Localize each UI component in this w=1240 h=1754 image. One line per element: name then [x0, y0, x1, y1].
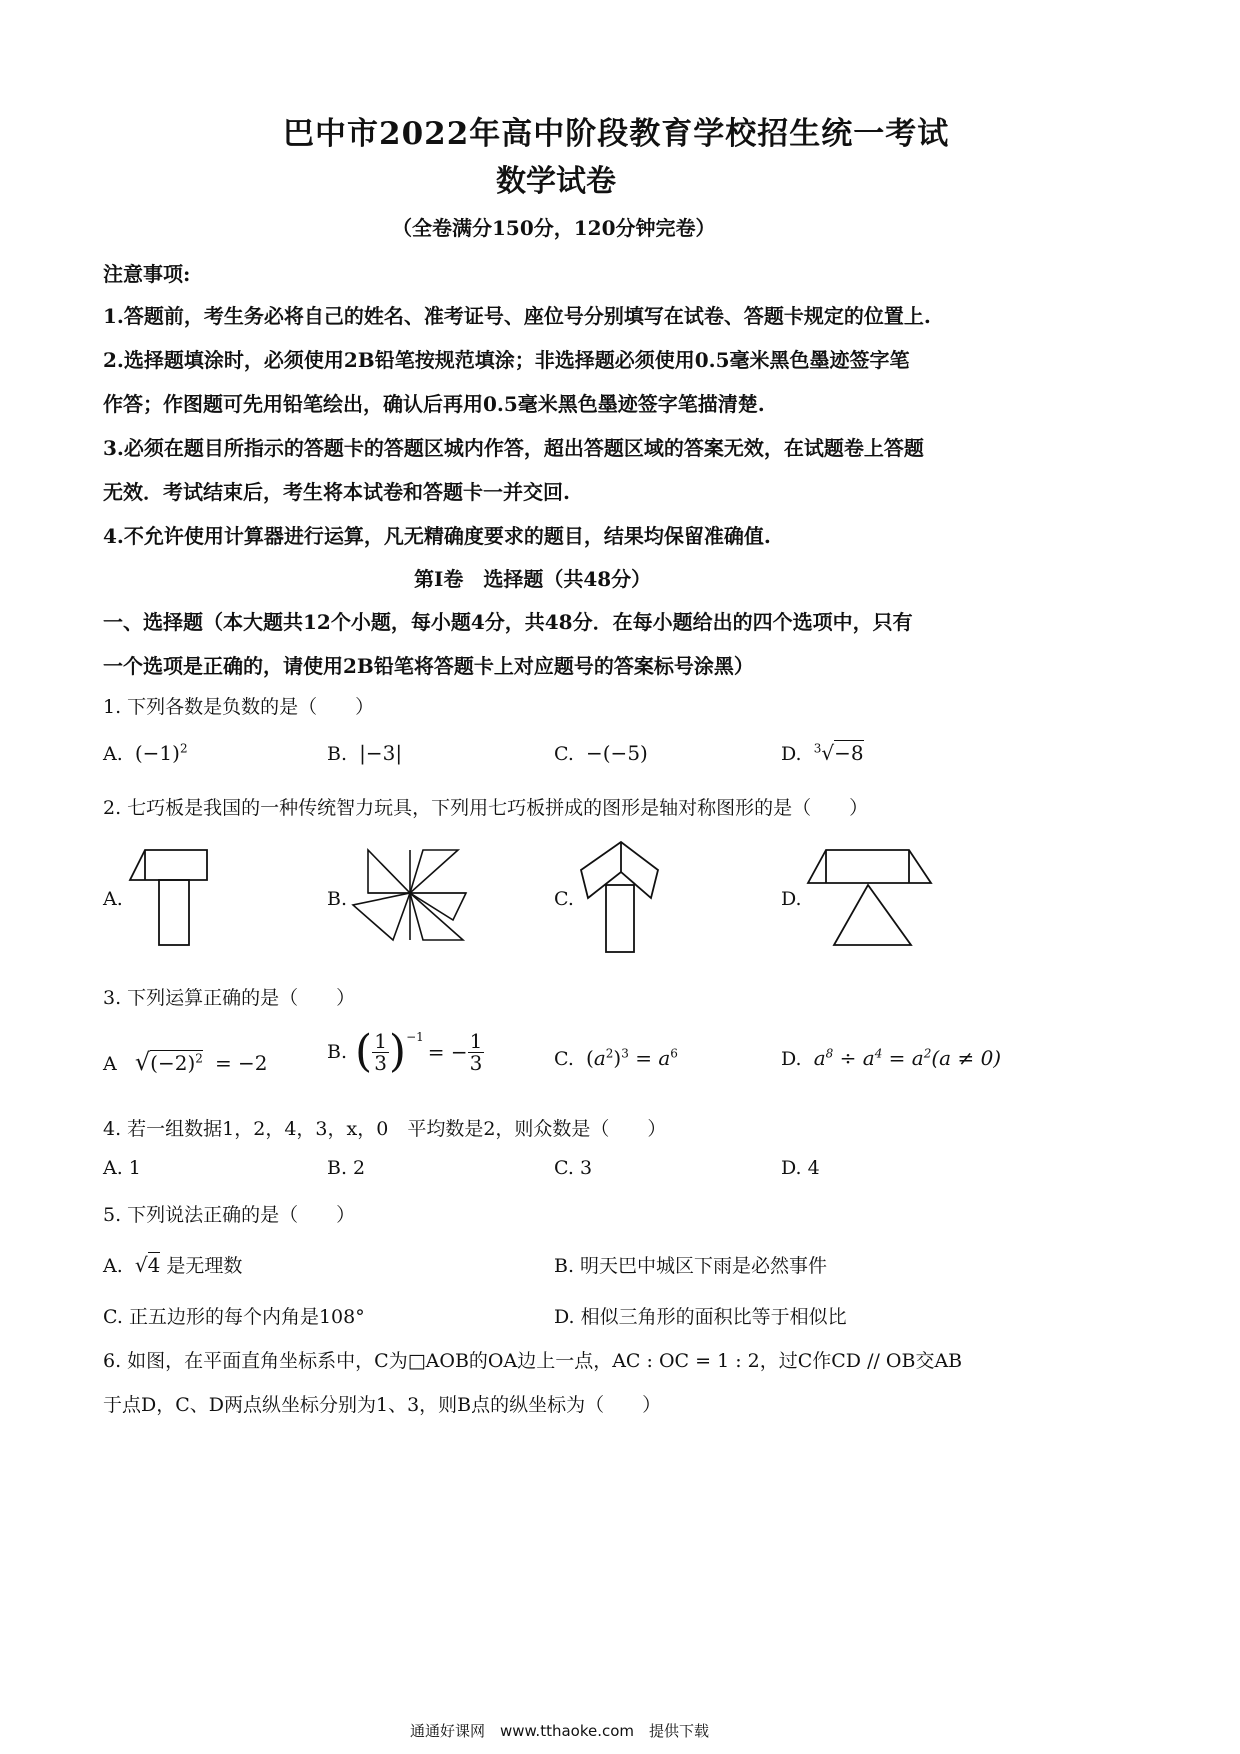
q3-d-label: D. [781, 1048, 802, 1070]
question-2-stem: 2. 七巧板是我国的一种传统智力玩具，下列用七巧板拼成的图形是轴对称图形的是（ ） [103, 797, 869, 819]
question-6-line-2: 于点D，C、D两点纵坐标分别为1、3，则B点的纵坐标为（ ） [103, 1394, 662, 1416]
page-footer: 通通好课网 www.tthaoke.com 提供下载 [410, 1722, 710, 1740]
q3-b-label: B. [327, 1041, 348, 1063]
section-instruction-b: 一个选项是正确的，请使用2B铅笔将答题卡上对应题号的答案标号涂黑） [103, 654, 754, 678]
question-6-line-1: 6. 如图，在平面直角坐标系中，C为□AOB的OA边上一点，AC : OC = 1 : 2，过C作CD // OB交AB [103, 1350, 963, 1372]
q2-c-label: C. [554, 888, 574, 910]
q4-option-d: D. 4 [781, 1157, 820, 1179]
note-item-2b: 作答；作图题可先用铅笔绘出，确认后再用0.5毫米黑色墨迹签字笔描清楚. [103, 392, 765, 416]
q2-b-label: B. [327, 888, 348, 910]
paper-subtitle: 数学试卷 [496, 164, 616, 199]
note-item-2a: 2.选择题填涂时，必须使用2B铅笔按规范填涂；非选择题必须使用0.5毫米黑色墨迹签字笔 [103, 348, 910, 372]
q1-a-expr: (−1) [134, 741, 180, 765]
q1-b-expr: |−3| [359, 741, 403, 765]
q3-c-inner-exp: 2 [605, 1046, 614, 1061]
q1-option-a [103, 741, 188, 765]
q3-c-outer-exp: 3 [621, 1046, 629, 1061]
tangram-figure-a [125, 845, 215, 955]
q3-a-sup: 2 [195, 1051, 203, 1066]
q3-d-eq: = a [882, 1046, 924, 1070]
q1-c-expr: −(−5) [586, 741, 648, 765]
q3-a-rad-expr: (−2) [150, 1051, 196, 1075]
q2-a-label: A. [103, 888, 123, 910]
q3-b-fraction [372, 1028, 389, 1075]
question-4-stem: 4. 若一组数据1，2，4，3，x，0 平均数是2，则众数是（ ） [103, 1118, 667, 1140]
q1-d-radicand: −8 [834, 741, 864, 765]
q4-option-b: B. 2 [327, 1157, 366, 1179]
q3-d-e1: 8 [825, 1046, 834, 1061]
note-item-4: 4.不允许使用计算器进行运算，凡无精确度要求的题目，结果均保留准确值. [103, 524, 771, 548]
q3-c-base: a [593, 1046, 606, 1070]
q2-d-label: D. [781, 888, 802, 910]
section-instruction-a: 一、选择题（本大题共12个小题，每小题4分，共48分．在每小题给出的四个选项中，只有 [103, 610, 913, 634]
q1-option-d [781, 741, 864, 765]
tangram-figure-d [806, 845, 936, 950]
q4-option-c: C. 3 [554, 1157, 593, 1179]
q5-option-a [103, 1251, 242, 1278]
question-1-stem: 1. 下列各数是负数的是（ ） [103, 696, 375, 718]
radical-sign: √ [134, 1253, 148, 1277]
q3-d-e2: 4 [874, 1046, 883, 1061]
tangram-figure-b [348, 845, 473, 945]
q3-a-result: = −2 [214, 1051, 268, 1075]
q1-b-label: B. [327, 743, 348, 765]
q1-a-sup: 2 [179, 741, 188, 756]
q3-b-den: 3 [374, 1050, 387, 1075]
note-item-3a: 3.必须在题目所指示的答题卡的答题区城内作答，超出答题区域的答案无效，在试题卷上答题 [103, 436, 924, 460]
q3-option-c [554, 1046, 678, 1070]
q5-option-c: C. 正五边形的每个内角是108° [103, 1306, 365, 1328]
radical-sign: √ [134, 1048, 151, 1076]
q3-b-result-fraction [468, 1028, 485, 1075]
q5-option-b: B. 明天巴中城区下雨是必然事件 [554, 1255, 828, 1277]
q3-d-t1: a [813, 1046, 826, 1070]
q1-option-c [554, 741, 648, 765]
q1-d-label: D. [781, 743, 802, 765]
q3-d-op: ÷ a [833, 1046, 875, 1070]
q3-d-e3: 2 [923, 1046, 932, 1061]
left-paren: ( [355, 1026, 373, 1077]
q1-c-label: C. [554, 743, 574, 765]
exam-info: （全卷满分150分，120分钟完卷） [392, 216, 716, 240]
radical-sign: √ [821, 741, 835, 765]
q3-b-eq: = − [427, 1040, 468, 1064]
q3-option-b [327, 1026, 484, 1077]
q3-b-res-num: 1 [469, 1028, 483, 1053]
notes-heading: 注意事项: [103, 262, 191, 286]
note-item-1: 1.答题前，考生务必将自己的姓名、准考证号、座位号分别填写在试卷、答题卡规定的位置上. [103, 304, 931, 328]
q1-a-label: A. [103, 743, 123, 765]
q3-a-label: A [103, 1053, 117, 1075]
q3-c-res-exp: 6 [670, 1046, 678, 1061]
q3-d-cond: (a ≠ 0) [931, 1046, 1002, 1070]
q3-b-res-den: 3 [469, 1050, 483, 1075]
q3-a-radicand [150, 1050, 203, 1075]
q3-option-d [781, 1046, 1001, 1070]
q3-d-expr [814, 1046, 1001, 1070]
q3-c-eq: = a [635, 1046, 671, 1070]
tangram-figure-c [576, 840, 666, 958]
q5-a-label: A. [103, 1255, 123, 1277]
q3-c-expr: $(a^2)^3 = a^6$ [586, 1046, 678, 1070]
question-3-stem: 3. 下列运算正确的是（ ） [103, 987, 356, 1009]
exam-title: 巴中市2022年高中阶段教育学校招生统一考试 [283, 116, 950, 152]
note-item-3b: 无效．考试结束后，考生将本试卷和答题卡一并交回. [103, 480, 570, 504]
q3-b-sup: −1 [406, 1030, 424, 1044]
q4-option-a: A. 1 [103, 1157, 141, 1179]
question-5-stem: 5. 下列说法正确的是（ ） [103, 1204, 356, 1226]
section-title: 第Ⅰ卷 选择题（共48分） [414, 567, 652, 591]
q3-b-num: 1 [374, 1028, 387, 1053]
q1-d-index: 3 [813, 741, 822, 756]
q5-option-d: D. 相似三角形的面积比等于相似比 [554, 1306, 847, 1328]
q5-a-text: 是无理数 [166, 1255, 243, 1277]
right-paren: ) [388, 1026, 407, 1077]
q5-a-radicand: 4 [147, 1253, 161, 1277]
q1-option-b [327, 741, 402, 765]
q3-c-label: C. [554, 1048, 574, 1070]
q3-option-a [103, 1048, 268, 1076]
